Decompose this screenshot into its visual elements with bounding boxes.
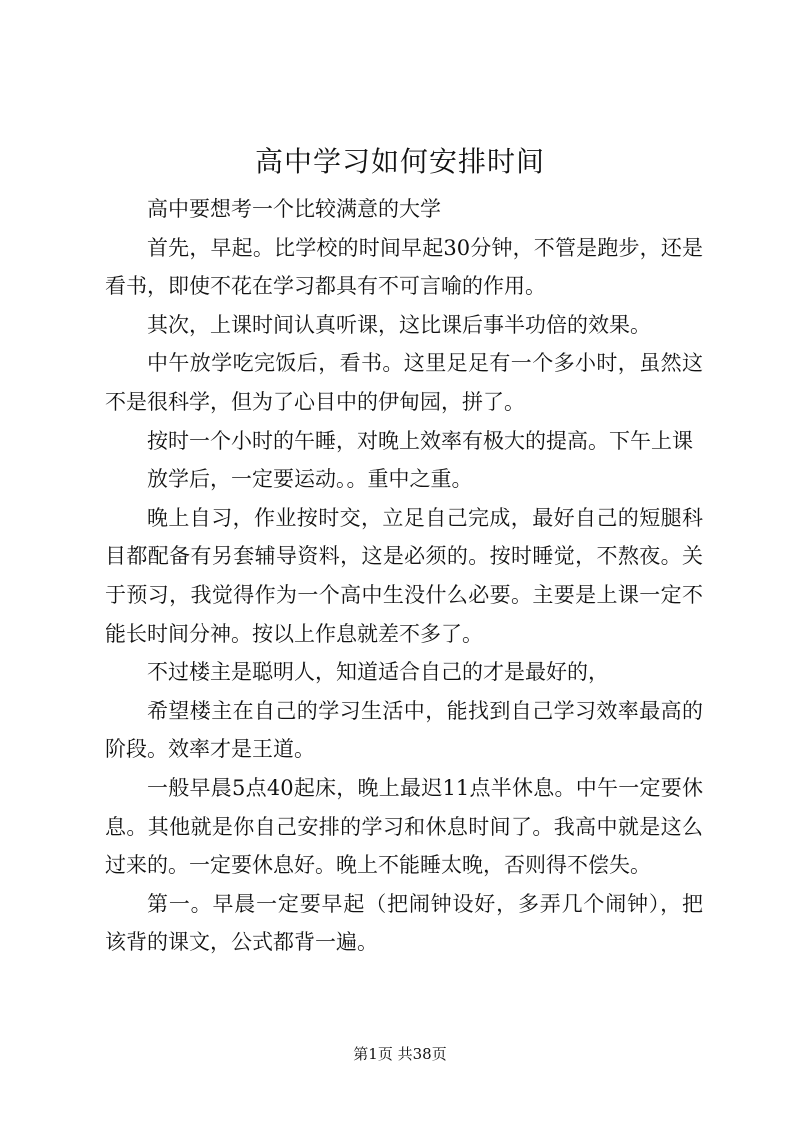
- paragraph: 首先，早起。比学校的时间早起30分钟，不管是跑步，还是看书，即使不花在学习都具有不可言喻的作用。: [105, 235, 703, 299]
- paragraph: 晚上自习，作业按时交，立足自己完成，最好自己的短腿科目都配备有另套辅导资料，这是必须的。按时睡觉，不熬夜。关于预习，我觉得作为一个高中生没什么必要。主要是上课一定不能长时间分神。按以上作息就差不多了。: [105, 505, 703, 646]
- paragraph: 希望楼主在自己的学习生活中，能找到自己学习效率最高的阶段。效率才是王道。: [105, 698, 703, 762]
- paragraph: 不过楼主是聪明人，知道适合自己的才是最好的，: [147, 660, 609, 685]
- page-number-footer: 第1页 共38页: [353, 1045, 447, 1063]
- paragraph: 放学后，一定要运动。。重中之重。: [147, 467, 473, 492]
- paragraph: 高中要想考一个比较满意的大学: [147, 197, 441, 221]
- paragraph: 一般早晨5点40起床，晚上最迟11点半休息。中午一定要休息。其他就是你自己安排的学习和休息时间了。我高中就是这么过来的。一定要休息好。晚上不能睡太晚，否则得不偿失。: [105, 775, 703, 878]
- paragraph: 其次，上课时间认真听课，这比课后事半功倍的效果。: [147, 312, 651, 337]
- document-title: 高中学习如何安排时间: [254, 145, 545, 178]
- paragraph: 第一。早晨一定要早起（把闹钟设好，多弄几个闹钟），把该背的课文，公式都背一遍。: [105, 891, 703, 955]
- paragraph: 按时一个小时的午睡，对晚上效率有极大的提高。下午上课: [147, 428, 693, 453]
- paragraph: 中午放学吃完饭后，看书。这里足足有一个多小时，虽然这不是很科学，但为了心目中的伊甸园，拼了。: [105, 351, 703, 414]
- document-body: [105, 190, 703, 962]
